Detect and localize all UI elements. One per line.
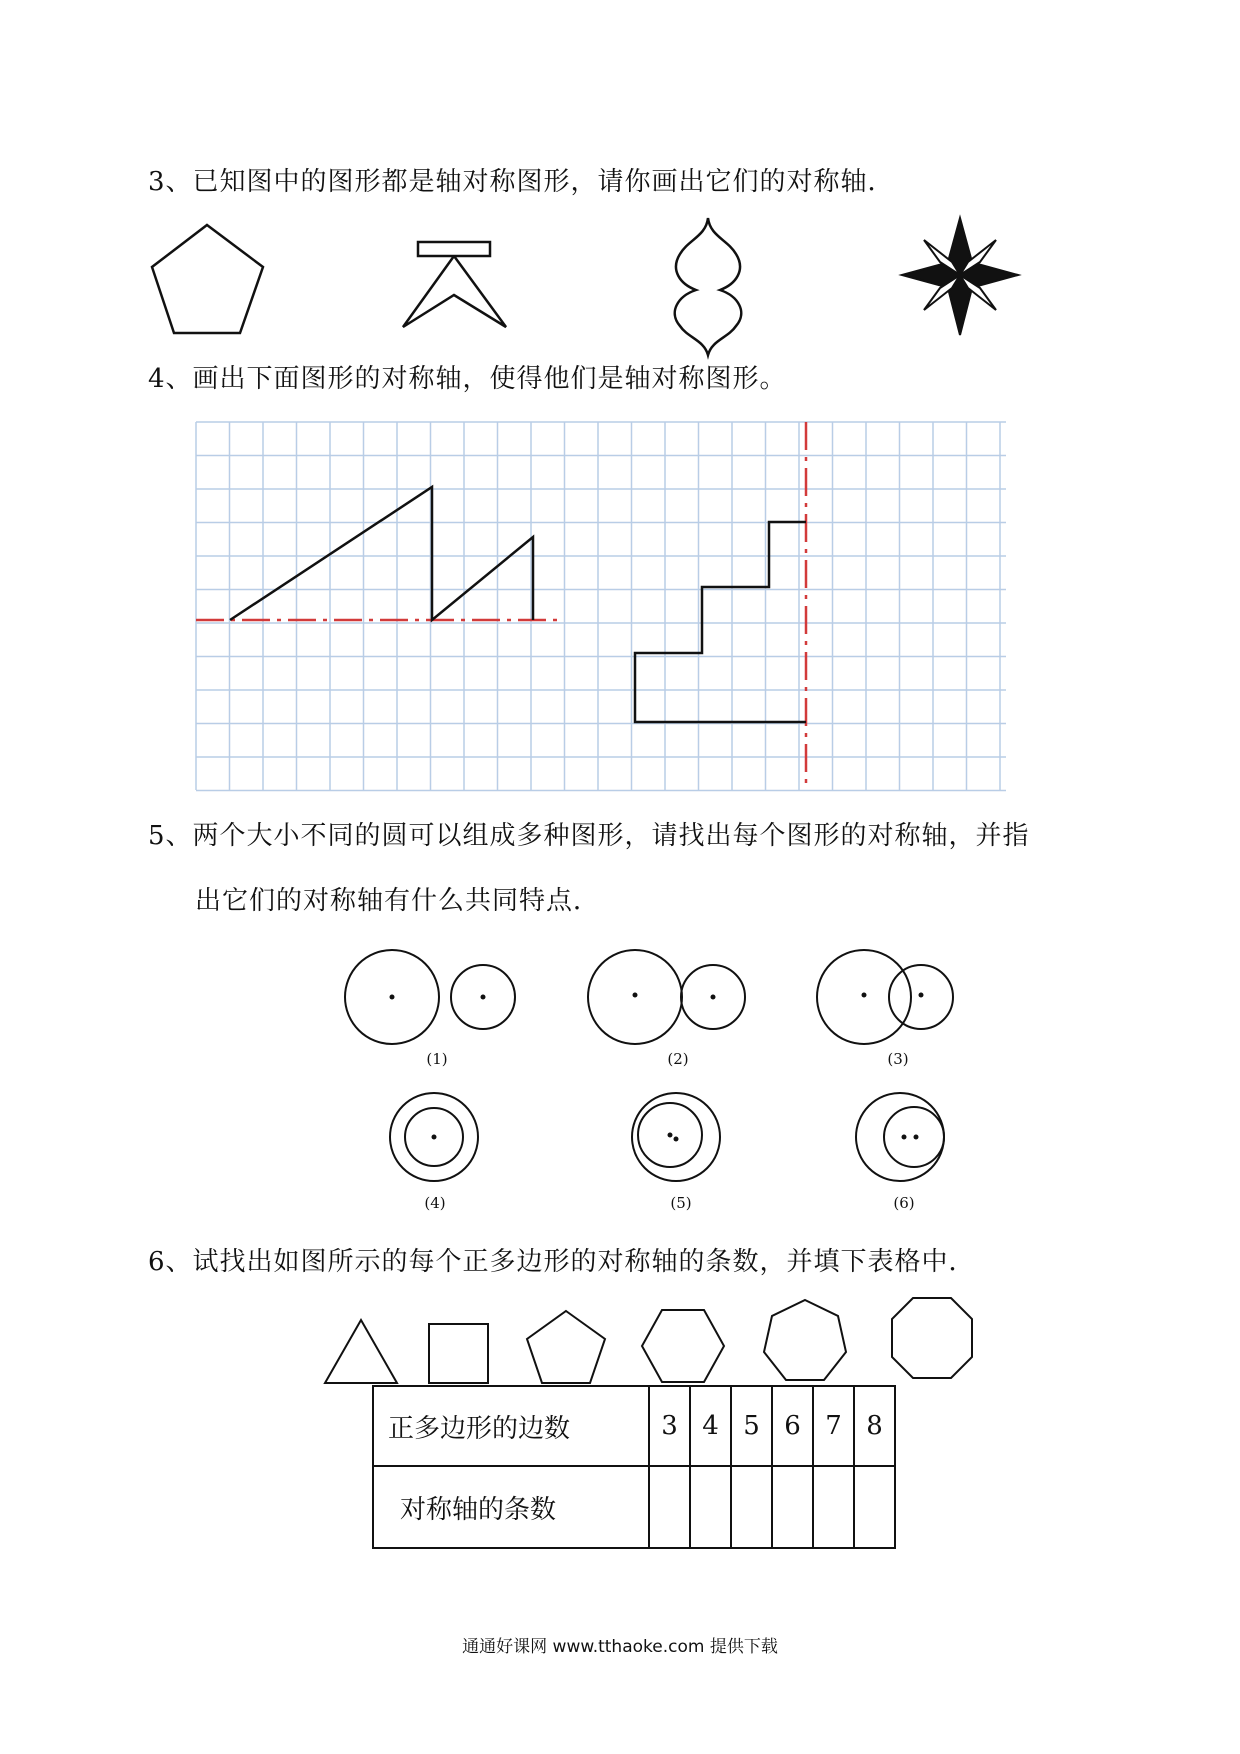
pentagon-small-figure (527, 1311, 605, 1383)
question-5-text-line1: 5、两个大小不同的圆可以组成多种图形，请找出每个图形的对称轴，并指 (148, 821, 1030, 851)
table-row (373, 1386, 895, 1466)
circle-label-3: (3) (887, 1050, 909, 1068)
sides-row-label: 正多边形的边数 (373, 1386, 649, 1466)
circle-label-6: (6) (893, 1194, 915, 1212)
sides-cell-5: 5 (731, 1386, 772, 1466)
axes-answer-cell[interactable] (731, 1466, 772, 1548)
heptagon-figure (764, 1300, 846, 1380)
question-6-text: 6、试找出如图所示的每个正多边形的对称轴的条数，并填下表格中． (148, 1247, 976, 1277)
axes-answer-cell[interactable] (649, 1466, 690, 1548)
circle-label-5: (5) (670, 1194, 692, 1212)
axes-answer-cell[interactable] (772, 1466, 813, 1548)
hexagon-figure (642, 1310, 724, 1382)
sides-cell-4: 4 (690, 1386, 731, 1466)
question-5-text-line2: 出它们的对称轴有什么共同特点． (195, 886, 601, 916)
circle-label-4: (4) (424, 1194, 446, 1212)
sides-cell-6: 6 (772, 1386, 813, 1466)
circle-label-1: (1) (426, 1050, 448, 1068)
footer-source: 通通好课网 www.tthaoke.com 提供下载 (462, 1637, 778, 1657)
question-4-text: 4、画出下面图形的对称轴，使得他们是轴对称图形。 (148, 364, 787, 394)
axes-answer-cell[interactable] (690, 1466, 731, 1548)
symmetry-axes-table (372, 1385, 896, 1549)
sides-cell-3: 3 (649, 1386, 690, 1466)
question-3-text: 3、已知图中的图形都是轴对称图形，请你画出它们的对称轴． (148, 167, 895, 197)
axes-answer-cell[interactable] (854, 1466, 895, 1548)
table-row (373, 1466, 895, 1548)
sides-cell-8: 8 (854, 1386, 895, 1466)
sides-cell-7: 7 (813, 1386, 854, 1466)
axes-answer-cell[interactable] (813, 1466, 854, 1548)
axes-row-label: 对称轴的条数 (373, 1466, 649, 1548)
octagon-figure (892, 1298, 972, 1378)
circle-label-2: (2) (667, 1050, 689, 1068)
square-figure (429, 1324, 488, 1383)
triangle-figure (325, 1320, 397, 1383)
